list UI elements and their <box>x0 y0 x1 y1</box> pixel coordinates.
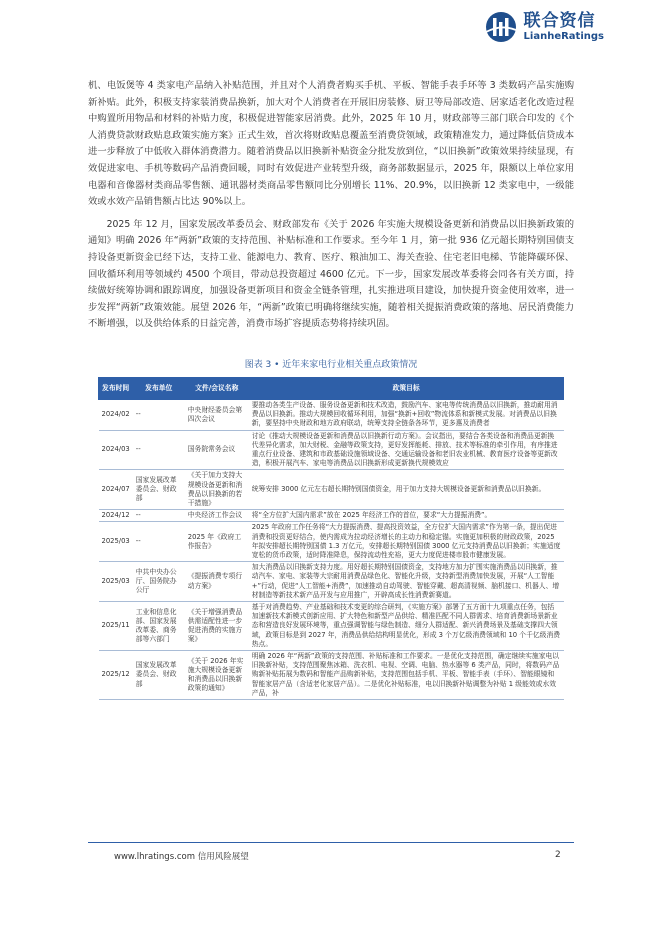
cell-doc: 《关于 2026 年实施大规模设备更新和消费品以旧换新政策的通知》 <box>185 651 249 700</box>
cell-goal: 基于对消费趋势、产业基础和技术变更的综合研判，《实施方案》部署了五方面十九项重点任务，包括加速新技术新模式创新应用、扩大特色和新型产品供给、精准匹配不同人群需求、培育消费新场景新业态和营造良好发展环境等，重点强调智能与绿色制造、细分人群适配、新兴消费场景及基础支撑四大领域，政策目标是到 2027 年，消费品供给结构明显优化，形成 3 个万亿级消费领域和 10 个千亿级消费热点。 <box>249 602 564 651</box>
logo-english-text: LianheRatings <box>523 30 604 42</box>
cell-goal: 将“全方位扩大国内需求”放在 2025 年经济工作的首位，要求“大力提振消费”。 <box>249 510 564 522</box>
cell-goal: 明确 2026 年“两新”政策的支持范围、补贴标准和工作要求。一是优化支持范围，确定继续实施家电以旧换新补贴，支持范围聚焦冰箱、洗衣机、电视、空调、电脑、热水器等 6 类产品，同时，将数码产品购新补贴拓展为数码和智能产品购新补贴，支持范围包括手机、平板、智能手表（手环）、智能眼镜和智能家居产品（含适老化家居产品）。二是优化补贴标准，电以旧换新补贴调整为补贴 1 级能效或水效产品，补 <box>249 651 564 700</box>
table-header-row <box>99 378 564 400</box>
cell-time: 2025/11 <box>99 602 133 651</box>
table-row <box>99 400 564 431</box>
cell-doc: 《提振消费专项行动方案》 <box>185 562 249 602</box>
cell-unit: -- <box>133 400 185 431</box>
cell-time: 2025/03 <box>99 522 133 562</box>
cell-unit: 国家发展改革委员会、财政部 <box>133 470 185 510</box>
header-doc: 文件/会议名称 <box>185 378 249 400</box>
table-row <box>99 522 564 562</box>
cell-doc: 中央财经委员会第四次会议 <box>185 400 249 431</box>
cell-goal: 统筹安排 3000 亿元左右超长期特别国债资金，用于加力支持大规模设备更新和消费品以旧换新。 <box>249 470 564 510</box>
cell-unit: -- <box>133 522 185 562</box>
logo-chinese-text: 联合资信 <box>523 10 596 31</box>
cell-unit: -- <box>133 430 185 470</box>
cell-unit: 国家发展改革委员会、财政部 <box>133 651 185 700</box>
table-row <box>99 651 564 700</box>
cell-goal: 讨论《推动大规模设备更新和消费品以旧换新行动方案》。会议指出，要结合各类设备和消费品更新换代差异化需求，加大财税、金融等政策支持，更好发挥能耗、排放、技术等标准的牵引作用，有序推进重点行业设备、建筑和市政基础设施领域设备、交通运输设备和老旧农业机械、教育医疗设备等更新改造，积极开展汽车、家电等消费品以旧换新形成更新换代规模效应 <box>249 430 564 470</box>
paragraph-1: 机、电饭煲等 4 类家电产品纳入补贴范围，并且对个人消费者购买手机、平板、智能手表手环等 3 类数码产品实施购新补贴。此外，积极支持家装消费品换新，加大对个人消费者在开展旧房装修、厨卫等局部改造、居家适老化改造过程中购置所用物品和材料的补贴力度，积极促进智能家居消费。此外，2025 年 10 月，财政部等三部门联合印发的《个人消费贷款财政贴息政策实施方案》正式生效，首次将财政贴息覆盖至消费贷领域，政策精准发力，通过降低信贷成本进一步释放了中低收入群体消费潜力。随着消费品以旧换新补贴资金分批发放到位，“以旧换新”政策效果持续显现，有效促进家电、手机等数码产品消费回暖，同时有效促进产业转型升级，商务部数据显示，2025 年，限额以上单位家用电器和音像器材类商品零售额、通讯器材类商品零售额同比分别增长 11%、20.9%，以旧换新 12 类家电中，一级能效或水效产品销售额占比达 90%以上。 <box>88 80 574 208</box>
cell-unit: -- <box>133 510 185 522</box>
policy-table <box>98 377 564 700</box>
cell-goal: 2025 年政府工作任务将“大力提振消费、提高投资效益，全方位扩大国内需求”作为第一条，提出促进消费和投资更好结合，使内需成为拉动经济增长的主动力和稳定锚。实施更加积极的财政政策，2025 年拟安排超长期特别国债 1.3 万亿元，安排超长期特别国债 3000 亿元支持消费品以旧换新；实施适度宽松的货币政策，适时降准降息，保持流动性充裕，更大力度促进楼市股市健康发展。 <box>249 522 564 562</box>
header-goal: 政策目标 <box>249 378 564 400</box>
cell-goal: 加大消费品以旧换新支持力度。用好超长期特别国债资金，支持地方加力扩围实施消费品以旧换新，推动汽车、家电、家装等大宗耐用消费品绿色化、智能化升级，支持新型消费加快发展，开展“人工智能+”行动，促进“人工智能+消费”，加速推动自动驾驶、智能穿戴、超高清视频、脑机接口、机器人、增材制造等新技术新产品开发与应用推广，开辟高成长性消费新赛道。 <box>249 562 564 602</box>
cell-doc: 2025 年《政府工作报告》 <box>185 522 249 562</box>
cell-doc: 《关于增强消费品供需适配性进一步促进消费的实施方案》 <box>185 602 249 651</box>
lianhe-logo <box>484 10 604 44</box>
cell-unit: 中共中央办公厅、国务院办公厅 <box>133 562 185 602</box>
cell-goal: 要推动各类生产设备、服务设备更新和技术改造，鼓励汽车、家电等传统消费品以旧换新，推动耐用消费品以旧换新。推动大规模回收循环利用，加强“换新+回收”物流体系和新模式发展。对消费品以旧换新，要坚持中央财政和地方政府联动，统筹支持全链条各环节，更多惠及消费者 <box>249 400 564 431</box>
table-row <box>99 602 564 651</box>
table-row <box>99 430 564 470</box>
cell-doc: 中央经济工作会议 <box>185 510 249 522</box>
page-number: 2 <box>555 850 561 860</box>
cell-time: 2024/07 <box>99 470 133 510</box>
figure-title: 图表 3 • 近年来家电行业相关重点政策情况 <box>244 360 418 370</box>
header-time: 发布时间 <box>99 378 133 400</box>
table-row <box>99 510 564 522</box>
cell-time: 2024/03 <box>99 430 133 470</box>
lianhe-logo-icon <box>484 10 518 44</box>
footer-site-text: www.lhratings.com 信用风险展望 <box>114 852 249 862</box>
table-row <box>99 562 564 602</box>
table-row <box>99 470 564 510</box>
paragraph-2: 2025 年 12 月，国家发展改革委员会、财政部发布《关于 2026 年实施大规模设备更新和消费品以旧换新政策的通知》明确 2026 年“两新”政策的支持范围、补贴标准和工作要求。至今年 1 月，第一批 936 亿元超长期特别国债支持设备更新资金已经下达，支持工业、能源电力、教育、医疗、粮油加工、海关查验、住宅老旧电梯、节能降碳环保、回收循环利用等领域约 4500 个项目，带动总投资超过 4600 亿元。下一步，国家发展改革委将会同各有关方面，持续做好统筹协调和跟踪调度，加强设备更新项目和资金全链条管理，扎实推进项目建设，加快提升资金使用效率，进一步发挥“两新”政策效能。展望 2026 年，“两新”政策已明确将继续实施，随着相关提振消费政策的落地、居民消费能力不断增强，以及供给体系的日益完善，消费市场扩容提质态势将持续巩固。 <box>88 218 574 330</box>
cell-time: 2024/12 <box>99 510 133 522</box>
cell-doc: 国务院常务会议 <box>185 430 249 470</box>
footer-divider <box>88 842 574 843</box>
body-text <box>88 78 574 333</box>
cell-time: 2024/02 <box>99 400 133 431</box>
cell-time: 2025/12 <box>99 651 133 700</box>
cell-doc: 《关于加力支持大规模设备更新和消费品以旧换新的若干措施》 <box>185 470 249 510</box>
cell-unit: 工业和信息化部、国家发展改革委、商务部等六部门 <box>133 602 185 651</box>
header-unit: 发布单位 <box>133 378 185 400</box>
cell-time: 2025/03 <box>99 562 133 602</box>
